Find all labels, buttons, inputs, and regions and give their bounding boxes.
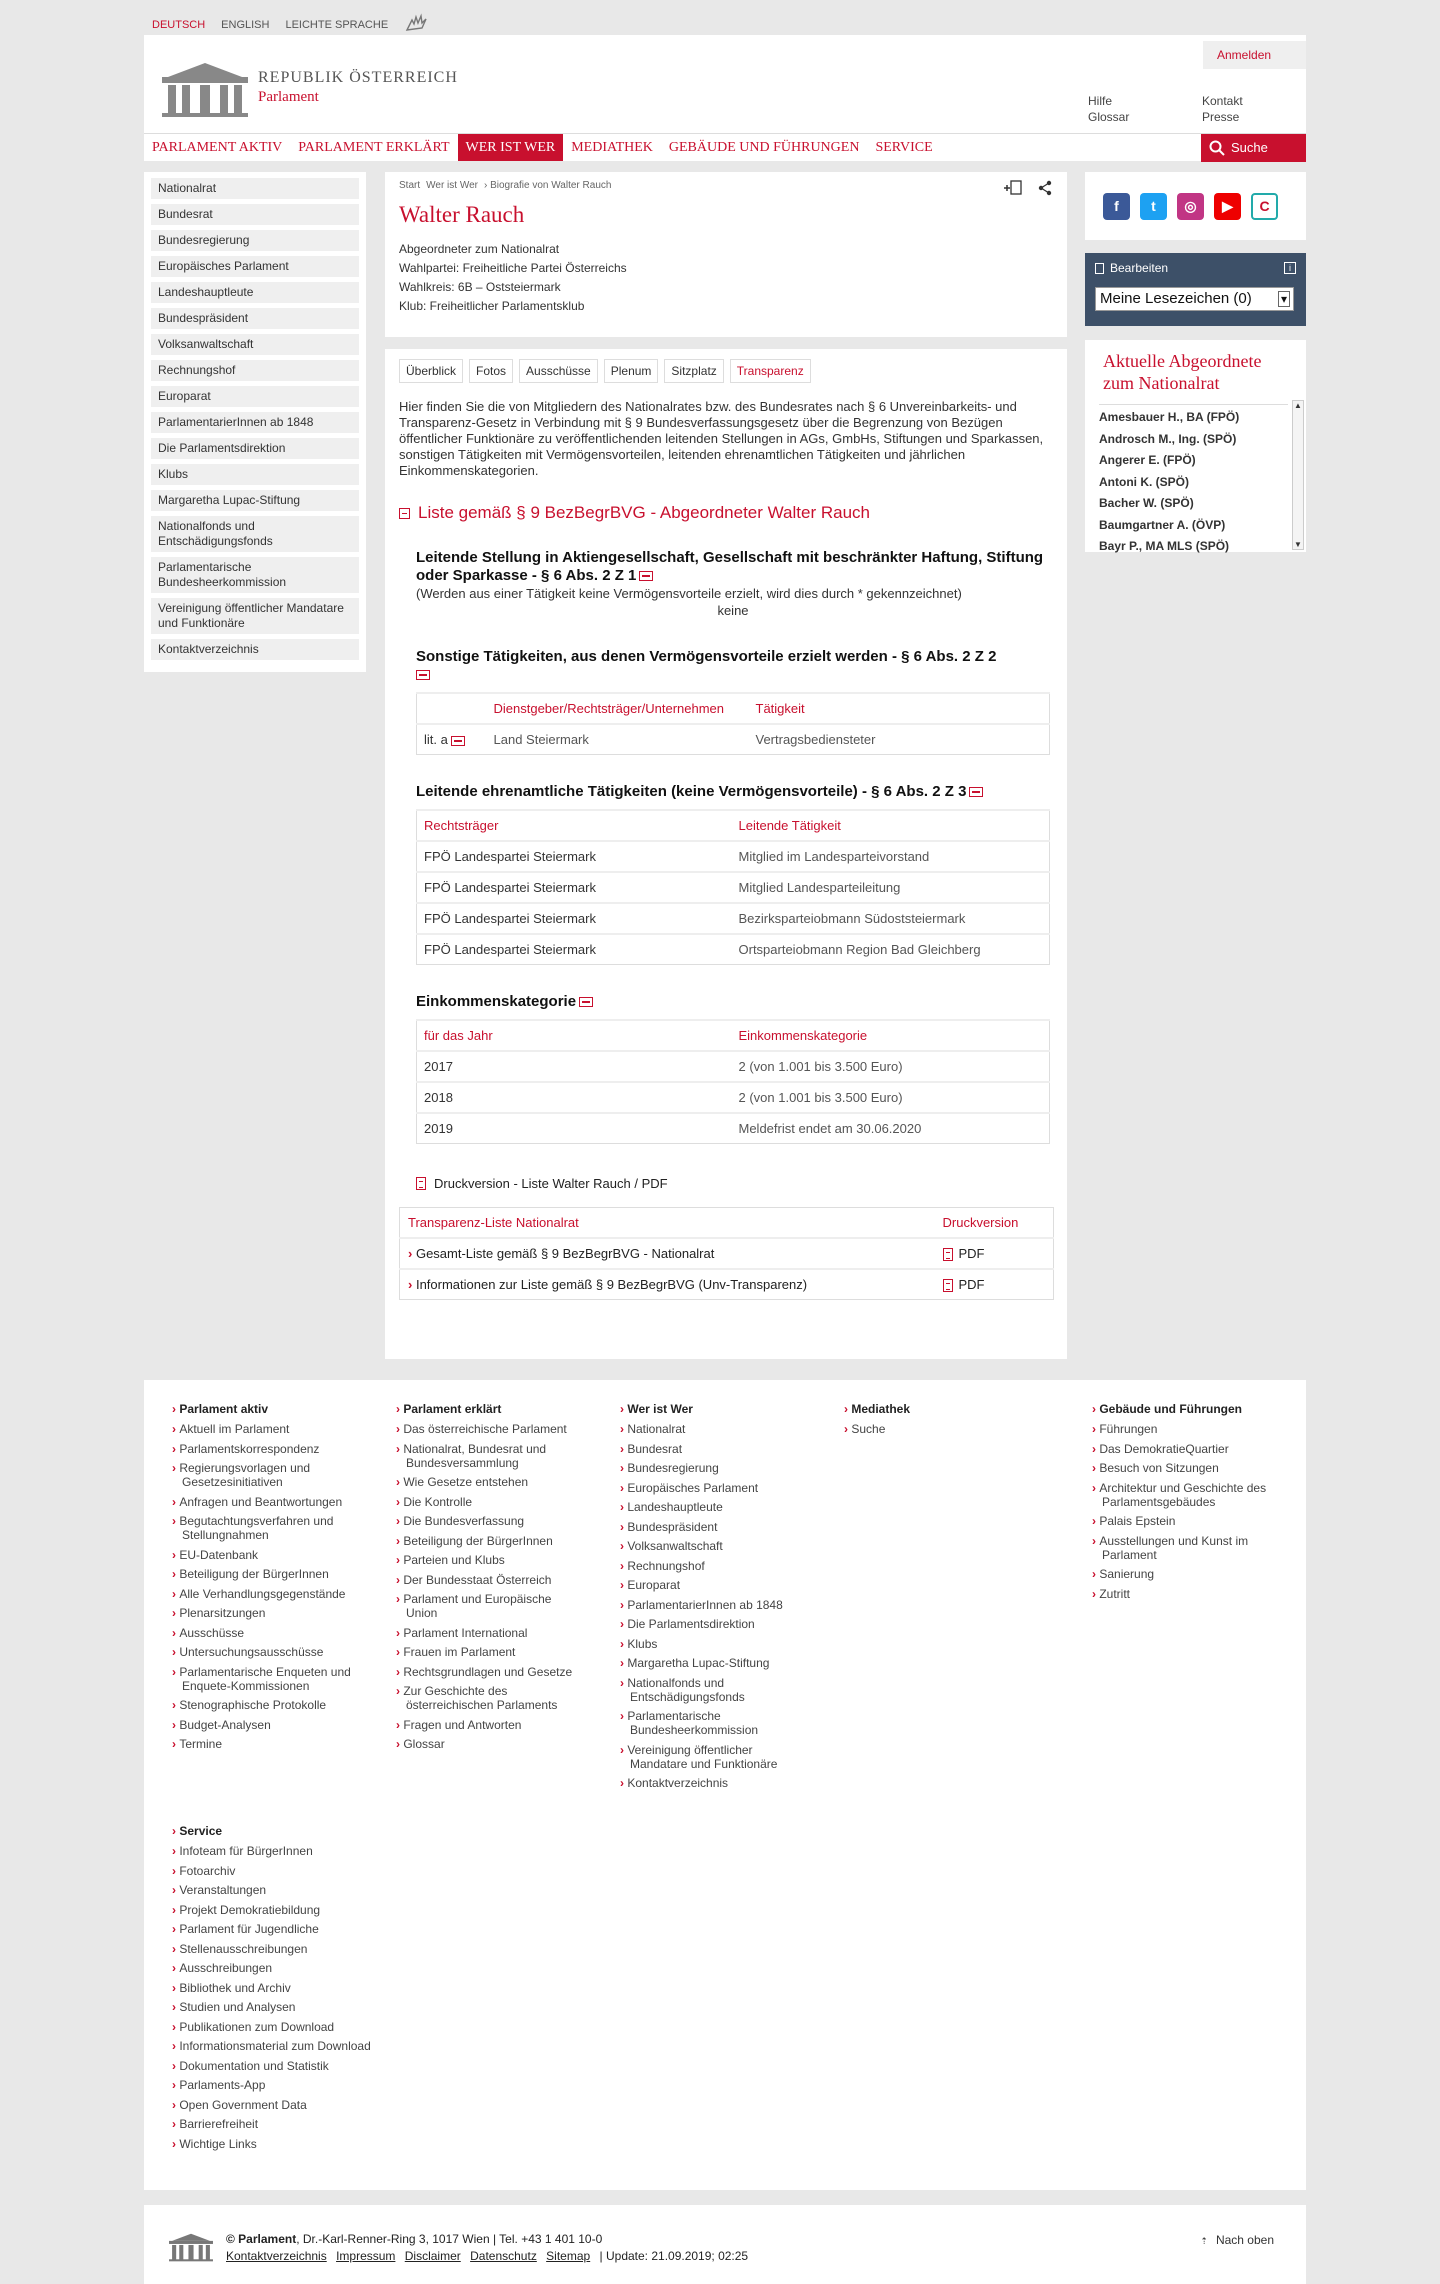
footer-link-kontaktverzeichnis[interactable]: Kontaktverzeichnis (226, 2249, 327, 2263)
search-icon (1209, 140, 1225, 156)
lang-leichte-sprache[interactable]: LEICHTE SPRACHE (285, 18, 389, 31)
liste-title-text: Liste gemäß § 9 BezBegrBVG - Abgeordneter Walter Rauch (418, 503, 870, 522)
ehrenamt-table (416, 809, 1050, 965)
contact-link[interactable]: Kontakt (1202, 94, 1243, 108)
table-cell: 2 (von 1.001 bis 3.500 Euro) (732, 1082, 1050, 1113)
table-cell: 2018 (417, 1082, 732, 1113)
bio-info (399, 240, 1053, 316)
section-ehrenamtlich (416, 783, 1050, 965)
table-cell: Mitglied Landesparteileitung (732, 872, 1050, 903)
sign-language-icon[interactable] (404, 14, 428, 35)
breadcrumb (399, 180, 1053, 191)
sidebar-item-klubs[interactable]: Klubs (151, 464, 359, 485)
footer-link[interactable]: › Europarat (620, 1578, 800, 1592)
footer-link[interactable]: › Parlaments-App (172, 2078, 392, 2092)
footer-heading[interactable]: › Parlament erklärt (396, 1402, 576, 1416)
footer-link[interactable]: › Plenarsitzungen (172, 1606, 362, 1620)
footer-col-gebaeude (1092, 1402, 1272, 1606)
bio-constituency: Wahlkreis: 6B – Oststeiermark (399, 280, 561, 294)
breadcrumb-current: › Biografie von Walter Rauch (484, 180, 611, 191)
sidebar-item-europaeisches-parlament[interactable]: Europäisches Parlament (151, 256, 359, 277)
gesamt-liste-pdf-link[interactable]: PDF (943, 1246, 985, 1261)
table-cell-lit: lit. a (417, 724, 487, 755)
main-content (385, 349, 1067, 1359)
section-heading: Sonstige Tätigkeiten, aus denen Vermögensvorteile erzielt werden - § 6 Abs. 2 Z 2 (416, 648, 1050, 684)
list-item[interactable]: Bayr P., MA MLS (SPÖ) (1099, 539, 1230, 553)
back-to-top-label: Nach oben (1215, 2233, 1274, 2247)
footer-link[interactable]: › Projekt Demokratiebildung (172, 1903, 392, 1917)
document-icon (943, 1279, 953, 1292)
main-navigation (144, 133, 1306, 161)
section-heading: Einkommenskategorie (416, 993, 1050, 1011)
table-cell: 2017 (417, 1051, 732, 1082)
pdf-info-icon[interactable] (639, 571, 653, 581)
parlament-app-icon[interactable]: C (1251, 193, 1278, 220)
footer-link[interactable]: › Zutritt (1092, 1587, 1272, 1601)
footer-link[interactable]: › Budget-Analysen (172, 1718, 362, 1732)
tab-ueberblick[interactable]: Überblick (399, 359, 463, 383)
footer-link-disclaimer[interactable]: Disclaimer (404, 2249, 461, 2263)
bookmarks-panel (1085, 253, 1306, 326)
footer-link[interactable]: › Suche (844, 1422, 1024, 1436)
section-sonstige (416, 648, 1050, 755)
bookmark-icon (1095, 263, 1104, 274)
update-info: | Update: 21.09.2019; 02:25 (599, 2249, 749, 2263)
table-cell: Ortsparteiobmann Region Bad Gleichberg (732, 934, 1050, 965)
table-cell: FPÖ Landespartei Steiermark (417, 841, 732, 872)
search-button[interactable] (1201, 134, 1306, 162)
footer-link[interactable]: › Nationalrat, Bundesrat und Bundesversammlung (396, 1442, 576, 1470)
nav-parlament-erklaert[interactable]: PARLAMENT ERKLÄRT (298, 140, 450, 155)
table-row (417, 724, 1050, 755)
print-version-link[interactable] (416, 1176, 1053, 1191)
sidebar-item-kontaktverzeichnis[interactable]: Kontaktverzeichnis (151, 639, 359, 660)
footer-link[interactable]: › Dokumentation und Statistik (172, 2059, 392, 2073)
sidebar-item-parlamentsdirektion[interactable]: Die Parlamentsdirektion (151, 438, 359, 459)
column-header: Dienstgeber/Rechtsträger/Unternehmen (487, 693, 749, 724)
footer-link[interactable]: › Ausschreibungen (172, 1961, 392, 1975)
table-cell: 2019 (417, 1113, 732, 1144)
bookmark-add-icon[interactable] (1003, 180, 1023, 200)
press-link[interactable]: Presse (1202, 110, 1240, 124)
info-icon[interactable]: i (1284, 262, 1296, 274)
table-row (400, 1238, 1054, 1269)
footer-link[interactable]: › Rechtsgrundlagen und Gesetze (396, 1665, 576, 1679)
parliament-logo[interactable] (160, 55, 458, 119)
collapse-icon (399, 508, 410, 519)
pdf-info-icon[interactable] (451, 736, 465, 746)
header-links-right (1202, 93, 1243, 125)
facebook-icon[interactable]: f (1103, 193, 1130, 220)
nav-wer-ist-wer[interactable]: WER IST WER (458, 134, 564, 161)
glossary-link[interactable]: Glossar (1088, 110, 1130, 124)
bio-club: Klub: Freiheitlicher Parlamentsklub (399, 299, 585, 313)
footer-link[interactable]: › Ausschüsse (172, 1626, 362, 1640)
footer-link[interactable]: › Rechnungshof (620, 1559, 800, 1573)
current-deputies-title: Aktuelle Abgeordnete zum Nationalrat (1103, 351, 1262, 393)
column-header: Tätigkeit (749, 693, 1050, 724)
social-media-box (1085, 172, 1306, 240)
table-cell: FPÖ Landespartei Steiermark (417, 934, 732, 965)
footer-heading[interactable]: › Service (172, 1824, 392, 1838)
list-item[interactable]: Amesbauer H., BA (FPÖ) (1099, 410, 1240, 424)
footer-col-parlament-aktiv (172, 1402, 362, 1757)
sidebar-item-nationalrat[interactable]: Nationalrat (151, 178, 359, 199)
footer-link[interactable]: › Termine (172, 1737, 362, 1751)
footer-link-datenschutz[interactable]: Datenschutz (470, 2249, 537, 2263)
arrow-up-icon: ⇡ (1200, 2236, 1208, 2246)
footer-link[interactable]: › Bundespräsident (620, 1520, 800, 1534)
footer-link[interactable]: › Zur Geschichte des österreichischen Parlaments (396, 1684, 576, 1712)
sidebar-item-parlamentarierinnen[interactable]: ParlamentarierInnen ab 1848 (151, 412, 359, 433)
footer-link[interactable]: › Europäisches Parlament (620, 1481, 800, 1495)
page-footer (144, 2205, 1306, 2284)
table-cell: Vertragsbediensteter (749, 724, 1050, 755)
scroll-down-icon[interactable]: ▼ (1294, 540, 1302, 549)
table-row (417, 903, 1050, 934)
breadcrumb-start[interactable]: Start (399, 180, 421, 191)
bio-party: Wahlpartei: Freiheitliche Partei Österreichs (399, 261, 627, 275)
column-header: Einkommenskategorie (732, 1020, 1050, 1051)
list-item[interactable]: Angerer E. (FPÖ) (1099, 453, 1196, 467)
instagram-icon[interactable]: ◎ (1177, 193, 1204, 220)
logo-title: REPUBLIK ÖSTERREICH (258, 68, 458, 86)
sidebar-navigation (144, 172, 366, 672)
footer-link[interactable]: › Nationalfonds und Entschädigungsfonds (620, 1676, 800, 1704)
table-row (417, 872, 1050, 903)
footer-link[interactable]: › Landeshauptleute (620, 1500, 800, 1514)
footer-heading[interactable]: › Gebäude und Führungen (1092, 1402, 1272, 1416)
footer-link[interactable]: › Wie Gesetze entstehen (396, 1475, 576, 1489)
footer-link[interactable]: › Parlamentarische Enqueten und Enquete-Kommissionen (172, 1665, 362, 1693)
einkommen-table (416, 1019, 1050, 1144)
tab-fotos[interactable]: Fotos (469, 359, 513, 383)
footer-link[interactable]: › Glossar (396, 1737, 576, 1751)
section-einkommen (416, 993, 1050, 1144)
footer-col-wer-ist-wer (620, 1402, 800, 1796)
footer-link[interactable]: › EU-Datenbank (172, 1548, 362, 1562)
twitter-icon[interactable]: t (1140, 193, 1167, 220)
page-title: Walter Rauch (399, 202, 525, 227)
sidebar-item-bundespraesident[interactable]: Bundespräsident (151, 308, 359, 329)
footer-link[interactable]: › Barrierefreiheit (172, 2117, 392, 2131)
scrollbar[interactable] (1292, 400, 1304, 550)
address: , Dr.-Karl-Renner-Ring 3, 1017 Wien | Tel. +43 1 401 10-0 (296, 2232, 603, 2246)
edit-title: Bearbeiten (1110, 261, 1169, 275)
footer-heading[interactable]: › Parlament aktiv (172, 1402, 362, 1416)
help-link[interactable]: Hilfe (1088, 94, 1113, 108)
section-heading: Leitende Stellung in Aktiengesellschaft, Gesellschaft mit beschränkter Haftung, Stiftung oder Sparkasse - § 6 Abs. 2 Z 1 (416, 549, 1044, 584)
breadcrumb-wer-ist-wer[interactable]: Wer ist Wer (426, 180, 478, 191)
language-bar (152, 14, 428, 35)
footer-link[interactable]: › Parlamentskorrespondenz (172, 1442, 362, 1456)
table-row (417, 934, 1050, 965)
current-deputies-list (1099, 404, 1288, 553)
footer-link[interactable]: › Vereinigung öffentlicher Mandatare und Funktionäre (620, 1743, 800, 1771)
table-header-row (417, 693, 1050, 724)
footer-link[interactable]: › Wichtige Links (172, 2137, 392, 2151)
footer-link[interactable]: › Parlament und Europäische Union (396, 1592, 576, 1620)
sidebar-item-landeshauptleute[interactable]: Landeshauptleute (151, 282, 359, 303)
sidebar-item-rechnungshof[interactable]: Rechnungshof (151, 360, 359, 381)
footer-link[interactable]: › Ausstellungen und Kunst im Parlament (1092, 1534, 1272, 1562)
section-value: keine (717, 603, 749, 618)
footer-link[interactable]: › Begutachtungsverfahren und Stellungnahmen (172, 1514, 362, 1542)
sidebar-item-bundesrat[interactable]: Bundesrat (151, 204, 359, 225)
search-label: Suche (1231, 140, 1268, 155)
table-row (417, 841, 1050, 872)
footer-link[interactable]: › Studien und Analysen (172, 2000, 392, 2014)
section-note: (Werden aus einer Tätigkeit keine Vermögensvorteile erzielt, wird dies durch * gekennzeichnet) (416, 586, 962, 601)
footer-link[interactable]: › Regierungsvorlagen und Gesetzesinitiativen (172, 1461, 362, 1489)
footer-col-parlament-erklaert (396, 1402, 576, 1757)
informationen-pdf-link[interactable]: PDF (943, 1277, 985, 1292)
pdf-info-icon[interactable] (969, 787, 983, 797)
footer-col-service (172, 1824, 392, 2156)
footer-link[interactable]: › Bundesrat (620, 1442, 800, 1456)
footer-link[interactable]: › Informationsmaterial zum Download (172, 2039, 392, 2053)
column-header: Rechtsträger (417, 810, 732, 841)
footer-link[interactable]: › Parlament für Jugendliche (172, 1922, 392, 1936)
footer-link[interactable]: › ParlamentarierInnen ab 1848 (620, 1598, 800, 1612)
tab-ausschuesse[interactable]: Ausschüsse (519, 359, 598, 383)
biography-box (385, 172, 1067, 337)
document-icon (943, 1248, 953, 1261)
footer-link[interactable]: › Das DemokratieQuartier (1092, 1442, 1272, 1456)
footer-link[interactable]: › Klubs (620, 1637, 800, 1651)
back-to-top-link[interactable] (1200, 2233, 1274, 2247)
table-row (400, 1269, 1054, 1300)
bio-role: Abgeordneter zum Nationalrat (399, 242, 560, 256)
footer-link[interactable]: › Führungen (1092, 1422, 1272, 1436)
section-heading: Leitende ehrenamtliche Tätigkeiten (keine Vermögensvorteile) - § 6 Abs. 2 Z 3 (416, 783, 1050, 801)
nav-mediathek[interactable]: MEDIATHEK (571, 140, 653, 155)
column-header: Transparenz-Liste Nationalrat (400, 1208, 935, 1239)
footer-link[interactable]: › Die Kontrolle (396, 1495, 576, 1509)
footer-link[interactable]: › Frauen im Parlament (396, 1645, 576, 1659)
sidebar-item-bundesheerkommission[interactable]: Parlamentarische Bundesheerkommission (151, 557, 359, 593)
section-leitende-stellung (416, 549, 1050, 618)
footer-link[interactable]: › Stellenausschreibungen (172, 1942, 392, 1956)
intro-text: Hier finden Sie die von Mitgliedern des Nationalrates bzw. des Bundesrates nach § 6 Unvereinbarkeits- und Transparenz-Gesetz in Verbindung mit § 9 Bundesverfassungsgesetz über die Begrenzung von Bezügen öffentlicher Funktionäre zu veröffentlichenden leitenden Stellungen in AGs, GmbHs, Stiftungen und Sparkassen, sonstigen Tätigkeiten mit Vermögensvorteilen, leitenden ehrenamtlichen Tätigkeiten und jährlichen Einkommenskategorien. (399, 399, 1044, 478)
footer-link[interactable]: › Volksanwaltschaft (620, 1539, 800, 1553)
footer-col-mediathek (844, 1402, 1024, 1442)
table-header-row (400, 1208, 1054, 1239)
table-row (417, 1082, 1050, 1113)
footer-link[interactable]: › Infoteam für BürgerInnen (172, 1844, 392, 1858)
nav-parlament-aktiv[interactable]: PARLAMENT AKTIV (152, 140, 283, 155)
footer-link[interactable]: › Fotoarchiv (172, 1864, 392, 1878)
share-icon[interactable] (1037, 180, 1053, 200)
footer-link[interactable]: › Veranstaltungen (172, 1883, 392, 1897)
nav-gebaeude-fuehrungen[interactable]: GEBÄUDE UND FÜHRUNGEN (668, 140, 860, 155)
list-item[interactable]: Antoni K. (SPÖ) (1099, 474, 1189, 489)
footer-link[interactable]: › Nationalrat (620, 1422, 800, 1436)
header-links-left (1088, 93, 1129, 125)
table-cell: FPÖ Landespartei Steiermark (417, 903, 732, 934)
footer-link[interactable]: › Aktuell im Parlament (172, 1422, 362, 1436)
footer-link[interactable]: › Parlamentarische Bundesheerkommission (620, 1709, 800, 1737)
footer-link[interactable]: › Untersuchungsausschüsse (172, 1645, 362, 1659)
sidebar-item-europarat[interactable]: Europarat (151, 386, 359, 407)
table-cell: Bezirksparteiobmann Südoststeiermark (732, 903, 1050, 934)
table-header-row (417, 810, 1050, 841)
nav-service[interactable]: SERVICE (875, 140, 933, 155)
footer-link[interactable]: › Die Parlamentsdirektion (620, 1617, 800, 1631)
table-cell: Meldefrist endet am 30.06.2020 (732, 1113, 1050, 1144)
footer-link[interactable]: › Die Bundesverfassung (396, 1514, 576, 1528)
parliament-building-icon (168, 2229, 214, 2263)
column-header: für das Jahr (417, 1020, 732, 1051)
liste-toggle[interactable] (399, 503, 1053, 523)
list-item[interactable]: Baumgartner A. (ÖVP) (1099, 517, 1226, 532)
footer-link-sitemap[interactable]: Sitemap (546, 2249, 591, 2263)
footer-link[interactable]: › Bibliothek und Archiv (172, 1981, 392, 1995)
youtube-icon[interactable]: ▶ (1214, 193, 1241, 220)
list-item[interactable]: Bacher W. (SPÖ) (1099, 496, 1194, 510)
tab-plenum[interactable]: Plenum (604, 359, 659, 383)
pdf-info-icon[interactable] (416, 670, 430, 680)
logo-subtitle: Parlament (258, 88, 319, 105)
table-cell: FPÖ Landespartei Steiermark (417, 872, 732, 903)
footer-link[interactable]: › Parlament International (396, 1626, 576, 1640)
document-icon (416, 1177, 426, 1190)
bookmarks-select[interactable]: Meine Lesezeichen (0) ▾ (1095, 287, 1294, 311)
informationen-liste-link[interactable]: › Informationen zur Liste gemäß § 9 BezBegrBVG (Unv-Transparenz) (408, 1277, 807, 1292)
sidebar-item-vereinigung[interactable]: Vereinigung öffentlicher Mandatare und Funktionäre (151, 598, 359, 634)
footer-link[interactable]: › Der Bundesstaat Österreich (396, 1573, 576, 1587)
footer-link[interactable]: › Parteien und Klubs (396, 1553, 576, 1567)
scroll-up-icon[interactable]: ▲ (1294, 401, 1302, 410)
table-cell: Mitglied im Landesparteivorstand (732, 841, 1050, 872)
login-label: Anmelden (1217, 48, 1272, 62)
table-cell: 2 (von 1.001 bis 3.500 Euro) (732, 1051, 1050, 1082)
table-row (417, 1051, 1050, 1082)
transparency-list-table (399, 1207, 1054, 1300)
tab-sitzplatz[interactable]: Sitzplatz (664, 359, 723, 383)
pdf-info-icon[interactable] (579, 997, 593, 1007)
footer-link[interactable]: › Besuch von Sitzungen (1092, 1461, 1272, 1475)
table-cell: Land Steiermark (487, 724, 749, 755)
footer-link[interactable]: › Publikationen zum Download (172, 2020, 392, 2034)
gesamt-liste-link[interactable]: › Gesamt-Liste gemäß § 9 BezBegrBVG - Nationalrat (408, 1246, 714, 1261)
footer-link[interactable]: › Anfragen und Beantwortungen (172, 1495, 362, 1509)
footer-heading[interactable]: › Mediathek (844, 1402, 1024, 1416)
column-header: Druckversion (935, 1208, 1054, 1239)
sidebar-item-volksanwaltschaft[interactable]: Volksanwaltschaft (151, 334, 359, 355)
login-button[interactable] (1203, 41, 1306, 69)
footer-link[interactable]: › Beteiligung der BürgerInnen (172, 1567, 362, 1581)
footer-link[interactable]: › Sanierung (1092, 1567, 1272, 1581)
sidebar-item-nationalfonds[interactable]: Nationalfonds und Entschädigungsfonds (151, 516, 359, 552)
tab-transparenz[interactable]: Transparenz (730, 359, 811, 383)
footer-link[interactable]: › Open Government Data (172, 2098, 392, 2112)
tab-bar (399, 359, 1053, 383)
table-row (417, 1113, 1050, 1144)
footer-link[interactable]: › Fragen und Antworten (396, 1718, 576, 1732)
sidebar-item-bundesregierung[interactable]: Bundesregierung (151, 230, 359, 251)
copyright: © Parlament (226, 2232, 297, 2246)
print-version-label: Druckversion - Liste Walter Rauch / PDF (434, 1176, 668, 1191)
footer-link[interactable]: › Stenographische Protokolle (172, 1698, 362, 1712)
current-deputies-panel (1085, 340, 1306, 552)
footer-sitemap (144, 1380, 1306, 2190)
lang-english[interactable]: ENGLISH (221, 18, 270, 31)
footer-link[interactable]: › Architektur und Geschichte des Parlamentsgebäudes (1092, 1481, 1272, 1509)
footer-link-impressum[interactable]: Impressum (336, 2249, 396, 2263)
footer-link[interactable]: › Beteiligung der BürgerInnen (396, 1534, 576, 1548)
table-header-row (417, 1020, 1050, 1051)
list-item[interactable]: Androsch M., Ing. (SPÖ) (1099, 431, 1237, 446)
column-header: Leitende Tätigkeit (732, 810, 1050, 841)
footer-link[interactable]: › Kontaktverzeichnis (620, 1776, 800, 1790)
footer-link[interactable]: › Margaretha Lupac-Stiftung (620, 1656, 800, 1670)
sonstige-table (416, 692, 1050, 755)
footer-link[interactable]: › Das österreichische Parlament (396, 1422, 576, 1436)
sidebar-item-lupac-stiftung[interactable]: Margaretha Lupac-Stiftung (151, 490, 359, 511)
parliament-building-icon (160, 55, 250, 119)
site-header (144, 35, 1306, 161)
footer-link[interactable]: › Alle Verhandlungsgegenstände (172, 1587, 362, 1601)
footer-link[interactable]: › Bundesregierung (620, 1461, 800, 1475)
footer-link[interactable]: › Palais Epstein (1092, 1514, 1272, 1528)
lang-deutsch[interactable]: DEUTSCH (152, 18, 206, 31)
footer-heading[interactable]: › Wer ist Wer (620, 1402, 800, 1416)
